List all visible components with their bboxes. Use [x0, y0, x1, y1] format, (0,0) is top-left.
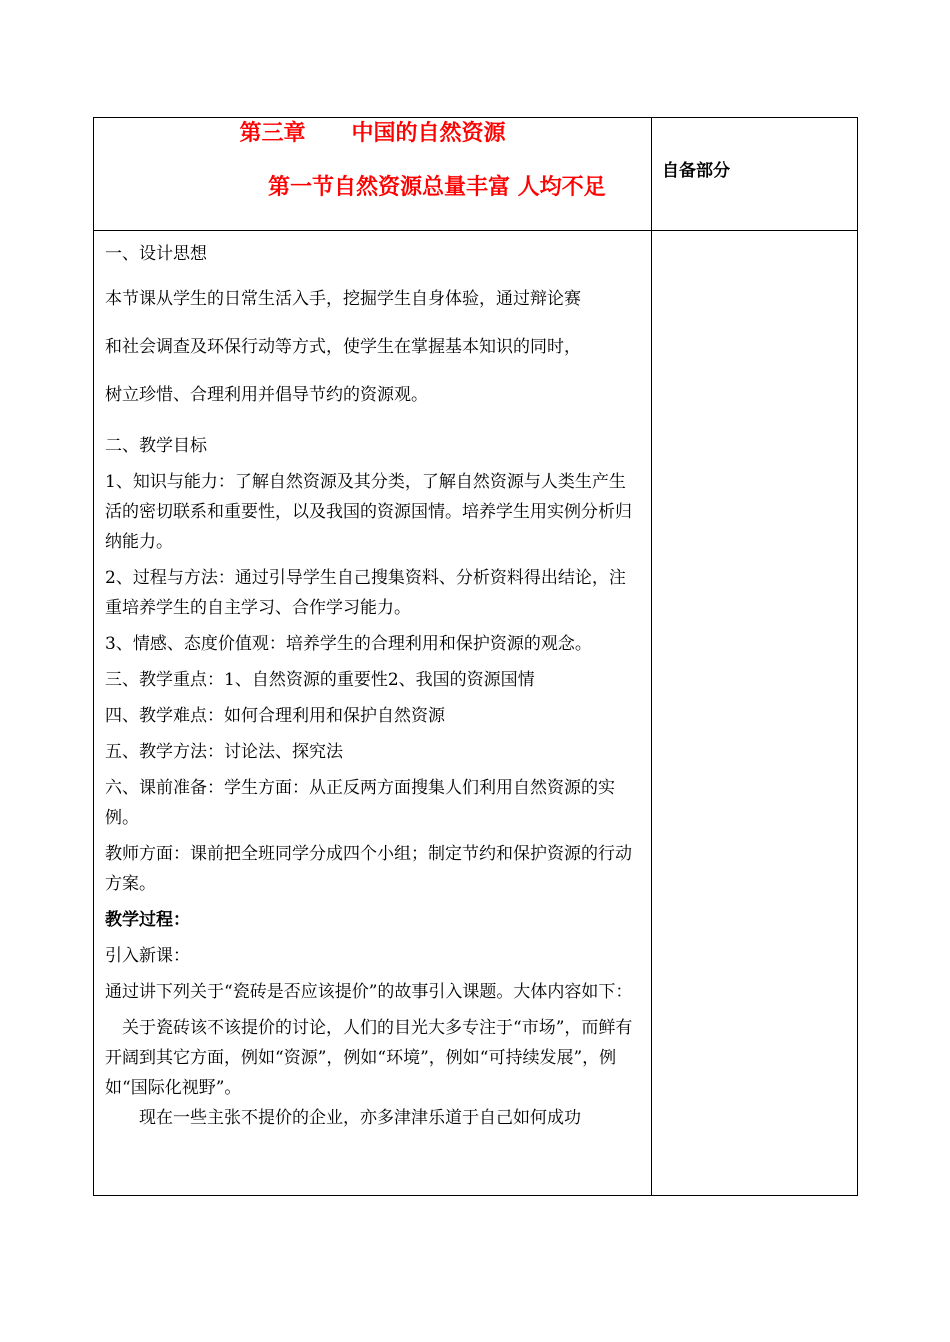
design-heading: 一、设计思想 [105, 244, 207, 264]
self-prep-label: 自备部分 [662, 161, 730, 181]
teaching-methods: 五、教学方法：讨论法、探究法 [105, 742, 343, 762]
design-line: 树立珍惜、合理利用并倡导节约的资源观。 [105, 385, 428, 405]
title-cell [94, 118, 652, 231]
prep-students: 六、课前准备：学生方面：从正反两方面搜集人们利用自然资源的实例。 [105, 778, 615, 828]
side-header-cell [652, 118, 858, 231]
lesson-content [94, 231, 651, 1133]
body-row [94, 231, 858, 1196]
lesson-plan-table [93, 117, 858, 1196]
header-row [94, 118, 858, 231]
intro-text: 通过讲下列关于“瓷砖是否应该提价”的故事引入课题。大体内容如下： [105, 982, 633, 1002]
design-line: 本节课从学生的日常生活入手，挖掘学生自身体验，通过辩论赛 [105, 289, 581, 309]
story-paragraph: 现在一些主张不提价的企业，亦多津津乐道于自己如何成功 [139, 1108, 581, 1128]
content-cell [94, 231, 652, 1196]
section-title: 第一节自然资源总量丰富 人均不足 [268, 175, 606, 200]
goal-item: 2、过程与方法：通过引导学生自己搜集资料、分析资料得出结论，注重培养学生的自主学习、合作学习能力。 [105, 568, 626, 618]
design-line: 和社会调查及环保行动等方式，使学生在掌握基本知识的同时， [105, 337, 581, 357]
design-paragraph [105, 275, 641, 419]
goal-item: 1、知识与能力：了解自然资源及其分类，了解自然资源与人类生产生活的密切联系和重要性，以及我国的资源国情。培养学生用实例分析归纳能力。 [105, 472, 632, 552]
chapter-title: 第三章 中国的自然资源 [239, 121, 506, 146]
difficulties: 四、教学难点：如何合理利用和保护自然资源 [105, 706, 445, 726]
story-paragraph: 关于瓷砖该不该提价的讨论，人们的目光大多专注于“市场”，而鲜有开阔到其它方面，例如“资源”，例如“环境”，例如“可持续发展”，例如“国际化视野”。 [105, 1018, 633, 1098]
key-points: 三、教学重点：1、自然资源的重要性2、我国的资源国情 [105, 670, 535, 690]
goals-heading: 二、教学目标 [105, 436, 207, 456]
intro-heading: 引入新课： [105, 946, 190, 966]
prep-teacher: 教师方面：课前把全班同学分成四个小组；制定节约和保护资源的行动方案。 [105, 844, 632, 894]
process-heading: 教学过程： [105, 910, 190, 930]
goal-item: 3、情感、态度价值观：培养学生的合理利用和保护资源的观念。 [105, 634, 592, 654]
side-notes-cell [652, 231, 858, 1196]
